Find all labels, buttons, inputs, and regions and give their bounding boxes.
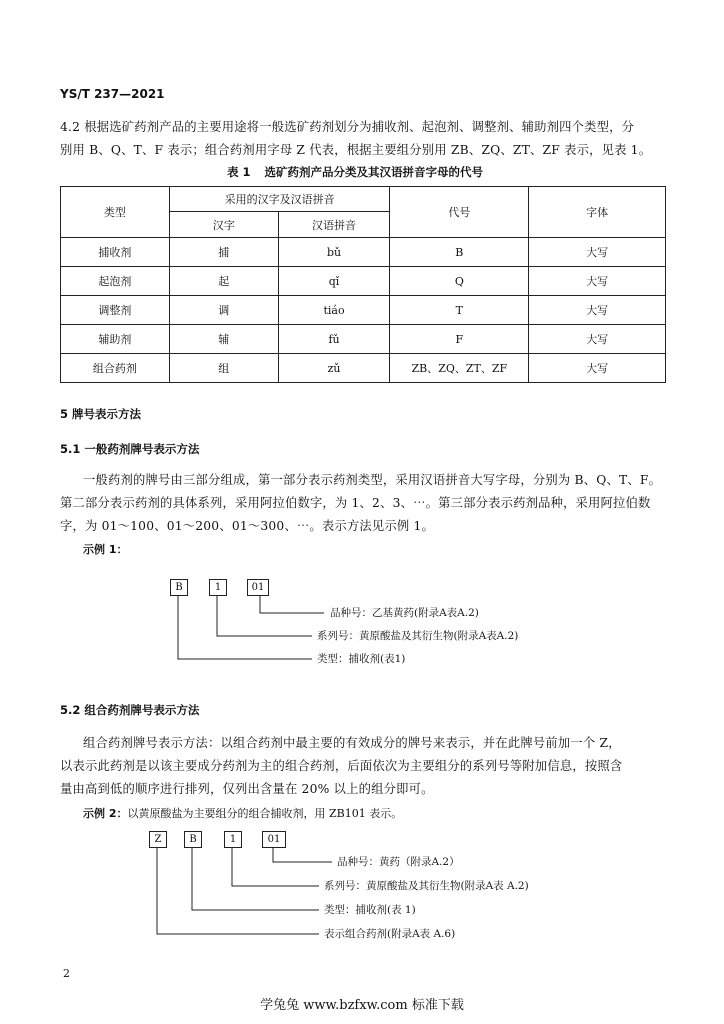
section-5-1-line-2: 第二部分表示药剂的具体系列，采用阿拉伯数字，为 1、2、3、⋯。第三部分表示药剂品种，采用阿拉伯数 — [60, 496, 651, 510]
example-2-label-combination: 表示组合药剂(附录A表 A.6) — [324, 928, 456, 940]
section-5-1-title: 5.1 一般药剂牌号表示方法 — [60, 442, 200, 456]
cell-font: 大写 — [529, 325, 666, 354]
section-5-1-line-1: 一般药剂的牌号由三部分组成，第一部分表示药剂类型，采用汉语拼音大写字母，分别为 B、Q、T、F。 — [83, 473, 662, 487]
example-2-label: 示例 2： — [83, 807, 128, 820]
cell-pinyin: qǐ — [278, 267, 390, 296]
footer-watermark: 学兔兔 www.bzfxw.com 标准下载 — [260, 998, 464, 1013]
example-2-label-variety: 品种号：黄药（附录A.2） — [337, 856, 460, 868]
header-type: 类型 — [61, 187, 170, 238]
cell-font: 大写 — [529, 296, 666, 325]
section-5-2-title: 5.2 组合药剂牌号表示方法 — [60, 703, 200, 717]
cell-code: ZB、ZQ、ZT、ZF — [390, 354, 529, 383]
example-1-label-series: 系列号：黄原酸盐及其衍生物(附录A表A.2) — [317, 630, 519, 642]
cell-type: 组合药剂 — [61, 354, 170, 383]
standard-number: YS/T 237—2021 — [60, 87, 165, 101]
cell-code: B — [390, 238, 529, 267]
header-pinyin: 汉语拼音 — [278, 212, 390, 238]
header-hanzi: 汉字 — [169, 212, 278, 238]
section-5-title: 5 牌号表示方法 — [60, 407, 142, 421]
cell-type: 辅助剂 — [61, 325, 170, 354]
example-1-box-series: 1 — [209, 579, 227, 596]
section-5-2-line-1: 组合药剂牌号表示方法：以组合药剂中最主要的有效成分的牌号来表示，并在此牌号前加一个 Z， — [83, 736, 621, 750]
section-4-2-line-1: 4.2 根据选矿药剂产品的主要用途将一般选矿药剂划分为捕收剂、起泡剂、调整剂、辅助剂四个类型，分 — [60, 120, 635, 134]
example-2-caption — [83, 805, 402, 821]
cell-font: 大写 — [529, 354, 666, 383]
example-2-text: 以黄原酸盐为主要组分的组合捕收剂，用 ZB101 表示。 — [127, 807, 403, 820]
cell-hanzi: 起 — [169, 267, 278, 296]
header-code: 代号 — [390, 187, 529, 238]
section-4-2-line-2: 别用 B、Q、T、F 表示；组合药剂用字母 Z 代表，根据主要组分别用 ZB、ZQ、ZT、ZF 表示，见表 1。 — [60, 143, 652, 157]
table-1-title: 选矿药剂产品分类及其汉语拼音字母的代号 — [264, 165, 483, 179]
cell-pinyin: bǔ — [278, 238, 390, 267]
example-2-box-type: B — [184, 831, 202, 848]
example-2-box-variety: 01 — [262, 831, 286, 848]
example-2-box-combination: Z — [149, 831, 167, 848]
cell-pinyin: tiáo — [278, 296, 390, 325]
section-5-2-line-3: 量由高到低的顺序进行排列，仅列出含量在 20% 以上的组分即可。 — [60, 782, 434, 796]
cell-hanzi: 调 — [169, 296, 278, 325]
example-2-label-series: 系列号：黄原酸盐及其衍生物(附录A表 A.2) — [324, 880, 529, 892]
cell-type: 调整剂 — [61, 296, 170, 325]
cell-code: F — [390, 325, 529, 354]
section-5-1-line-3: 字，为 01～100、01～200、01～300、⋯。表示方法见示例 1。 — [60, 519, 435, 533]
cell-font: 大写 — [529, 238, 666, 267]
page-number: 2 — [63, 967, 70, 980]
cell-type: 起泡剂 — [61, 267, 170, 296]
cell-code: T — [390, 296, 529, 325]
cell-type: 捕收剂 — [61, 238, 170, 267]
cell-hanzi: 组 — [169, 354, 278, 383]
example-1-label-type: 类型：捕收剂(表1) — [317, 653, 406, 665]
example-2-label-type: 类型：捕收剂(表 1) — [324, 904, 416, 916]
example-1-label: 示例 1： — [83, 543, 128, 556]
example-1-box-variety: 01 — [247, 579, 269, 596]
header-font: 字体 — [529, 187, 666, 238]
example-1-label-variety: 品种号：乙基黄药(附录A表A.2) — [330, 607, 479, 619]
example-1-box-type: B — [170, 579, 188, 596]
cell-pinyin: fǔ — [278, 325, 390, 354]
cell-hanzi: 捕 — [169, 238, 278, 267]
table-1-number: 表 1 — [226, 165, 251, 179]
cell-hanzi: 辅 — [169, 325, 278, 354]
example-2-box-series: 1 — [224, 831, 242, 848]
section-5-2-line-2: 以表示此药剂是以该主要成分药剂为主的组合药剂，后面依次为主要组分的系列号等附加信息，按照含 — [60, 759, 623, 773]
header-hanzi-pinyin: 采用的汉字及汉语拼音 — [169, 187, 390, 212]
cell-code: Q — [390, 267, 529, 296]
cell-pinyin: zǔ — [278, 354, 390, 383]
cell-font: 大写 — [529, 267, 666, 296]
